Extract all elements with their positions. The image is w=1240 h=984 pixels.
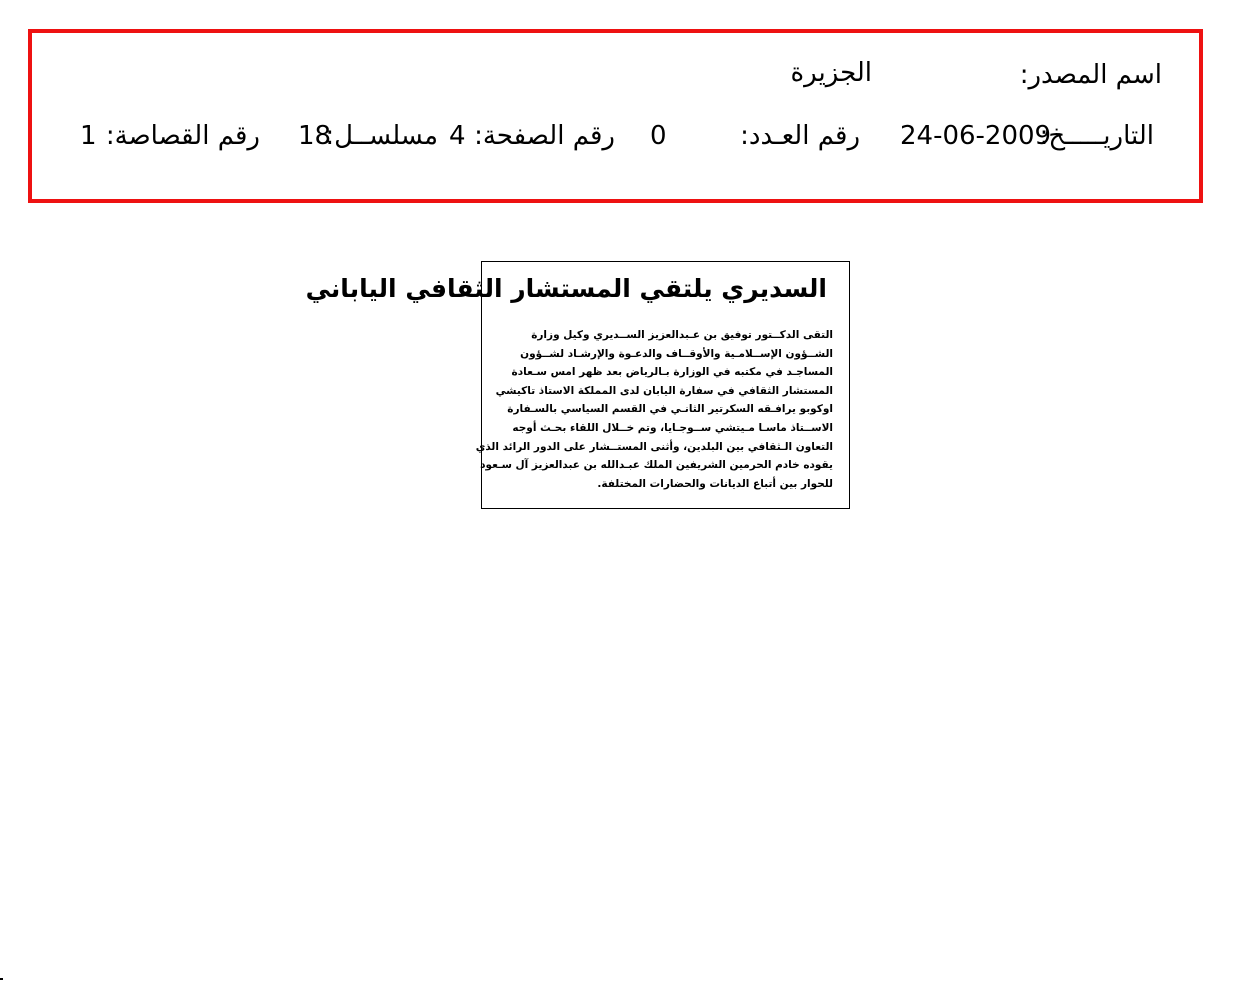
article-line: الشــؤون الإســلامـية والأوقــاف والدعـوة والإرشـاد لشــؤون	[520, 347, 833, 360]
metadata-box	[28, 29, 1203, 203]
article-line: للحوار بين أتباع الديانات والحضارات المختلفة.	[597, 477, 833, 490]
article-headline: السديري يلتقي المستشار الثقافي الياباني	[305, 274, 827, 303]
serial-value: 18	[298, 121, 332, 151]
article-line: التعاون الـثقافي بين البلدين، وأثنى المستــشار على الدور الرائد الذي	[475, 440, 833, 453]
date-label: التاريـــــخ:	[1039, 121, 1154, 151]
article-line: المستشار الثقافي في سفارة اليابان لدى المملكة الاستاذ تاكيشي	[495, 384, 833, 397]
clip-number-value: 1	[80, 121, 97, 151]
source-label: اسم المصدر:	[1019, 60, 1162, 90]
newspaper-clipping	[305, 261, 850, 509]
article-line: الاســتاذ ماسـا مـيتشي ســوجـايا، وتم خــلال اللقاء بحـث أوجه	[512, 421, 833, 434]
clip-number-label: رقم القصاصة:	[105, 121, 260, 151]
article-line: يقوده خادم الحرمين الشريفين الملك عبـدالله بن عبدالعزيز آل سـعود	[480, 459, 833, 472]
date-value: 24-06-2009	[900, 121, 1052, 151]
serial-label: مسلســل:	[325, 121, 438, 151]
issue-label: رقم العـدد:	[740, 121, 860, 151]
issue-value: 0	[650, 121, 667, 151]
corner-mark	[0, 978, 3, 980]
article-line: اوكوبو يرافـقه السكرتير الثانـي في القسم السياسي بالسـفارة	[507, 403, 833, 416]
article-body	[475, 326, 833, 493]
source-value: الجزيرة	[790, 58, 872, 88]
page-label: رقم الصفحة:	[474, 121, 615, 151]
article-line: المساجـد في مكتبه في الوزارة بـالرياض بعد ظهر امس سـعادة	[511, 366, 833, 379]
article-line: التقى الدكــتور توفيق بن عـبدالعزيز الســديري وكيل وزارة	[531, 329, 833, 341]
page-value: 4	[449, 121, 466, 151]
